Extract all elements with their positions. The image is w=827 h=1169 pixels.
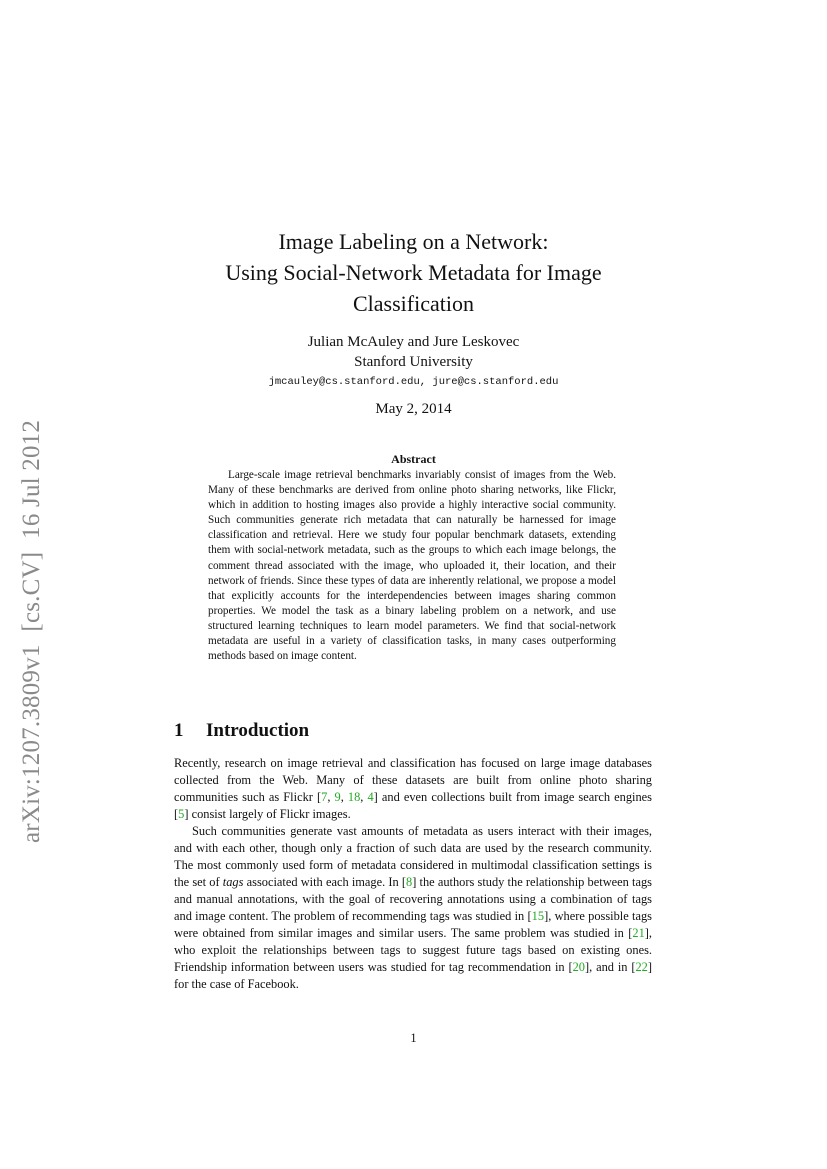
title-line: Using Social-Network Metadata for Image xyxy=(225,260,602,285)
text-span: Such communities generate vast amounts of metadata as users interact with their images, and with each other, though only a fraction of such data are used by the research community. The most commonly used form of metadata considered in multimodal classification settings is the set of xyxy=(174,824,652,889)
paper-title xyxy=(150,226,677,319)
abstract-heading: Abstract xyxy=(391,452,436,466)
paragraph xyxy=(174,823,652,993)
citation-link[interactable]: 4 xyxy=(367,790,374,804)
text-span: ], who exploit the relationships between tags to suggest future tags based on existing ones. Friendship information between users was studied for tag recommendation in [ xyxy=(174,926,652,974)
text-span: Recently, research on image retrieval and classification has focused on large image databases collected from the Web. Many of these datasets are built from online photo sharing communities such as Flickr [ xyxy=(174,756,652,804)
citation-link[interactable]: 9 xyxy=(334,790,341,804)
text-span: , xyxy=(340,790,348,804)
author-emails: jmcauley@cs.stanford.edu, jure@cs.stanford.edu xyxy=(268,376,559,388)
citation-link[interactable]: 18 xyxy=(347,790,361,804)
text-span: , xyxy=(360,790,368,804)
text-span: ] for the case of Facebook. xyxy=(174,960,652,991)
page-number: 1 xyxy=(410,1031,417,1045)
arxiv-identifier-stamp: arXiv:1207.3809v1 [cs.CV] 16 Jul 2012 xyxy=(18,419,45,843)
citation-link[interactable]: 5 xyxy=(178,807,185,821)
text-span: ] the authors study the relationship between tags and manual annotations, with the goal of recovering annotations using a combination of tags and image content. The problem of recommending tags was studied in [ xyxy=(174,875,652,923)
citation-link[interactable]: 21 xyxy=(632,926,645,940)
emphasized-term: tags xyxy=(222,875,244,889)
section-body xyxy=(174,755,652,993)
affiliation: Stanford University xyxy=(354,354,473,370)
section-title: Introduction xyxy=(206,720,310,741)
text-span: ] consist largely of Flickr images. xyxy=(184,807,351,821)
citation-link[interactable]: 22 xyxy=(635,960,648,974)
text-span: ] and even collections built from image search engines [ xyxy=(174,790,652,821)
title-line: Image Labeling on a Network: xyxy=(278,229,549,254)
citation-link[interactable]: 8 xyxy=(406,875,413,889)
text-span: associated with each image. In [ xyxy=(243,875,407,889)
text-span: ], where possible tags were obtained from similar images and similar users. The same problem was studied in [ xyxy=(174,909,652,940)
text-span: ], and in [ xyxy=(584,960,636,974)
title-line: Classification xyxy=(353,291,474,316)
abstract-text: Large-scale image retrieval benchmarks invariably consist of images from the Web. Many of these benchmarks are derived from online photo sharing networks, like Flickr, which in addition to hosting images also provide a highly interactive social community. Such communities generate rich metadata that can naturally be harnessed for image classification and retrieval. Here we study four popular benchmark datasets, extending them with social-network metadata, such as the groups to which each image belongs, the comment thread associated with the image, who uploaded it, their location, and their network of friends. Since these types of data are inherently relational, we propose a model that explicitly accounts for the interdependencies between images sharing common properties. We model the task as a binary labeling problem on a network, and use structured learning techniques to learn model parameters. We find that social-network metadata are useful in a variety of classification tasks, in many cases outperforming methods based on image content. xyxy=(208,469,616,663)
text-span: , xyxy=(327,790,335,804)
author-names: Julian McAuley and Jure Leskovec xyxy=(307,334,520,350)
paragraph xyxy=(174,755,652,823)
paper-date: May 2, 2014 xyxy=(375,401,452,417)
citation-link[interactable]: 20 xyxy=(572,960,585,974)
citation-link[interactable]: 7 xyxy=(321,790,328,804)
author-block xyxy=(150,332,677,372)
section-number: 1 xyxy=(174,720,184,741)
citation-link[interactable]: 15 xyxy=(531,909,545,923)
section-heading xyxy=(174,720,309,742)
